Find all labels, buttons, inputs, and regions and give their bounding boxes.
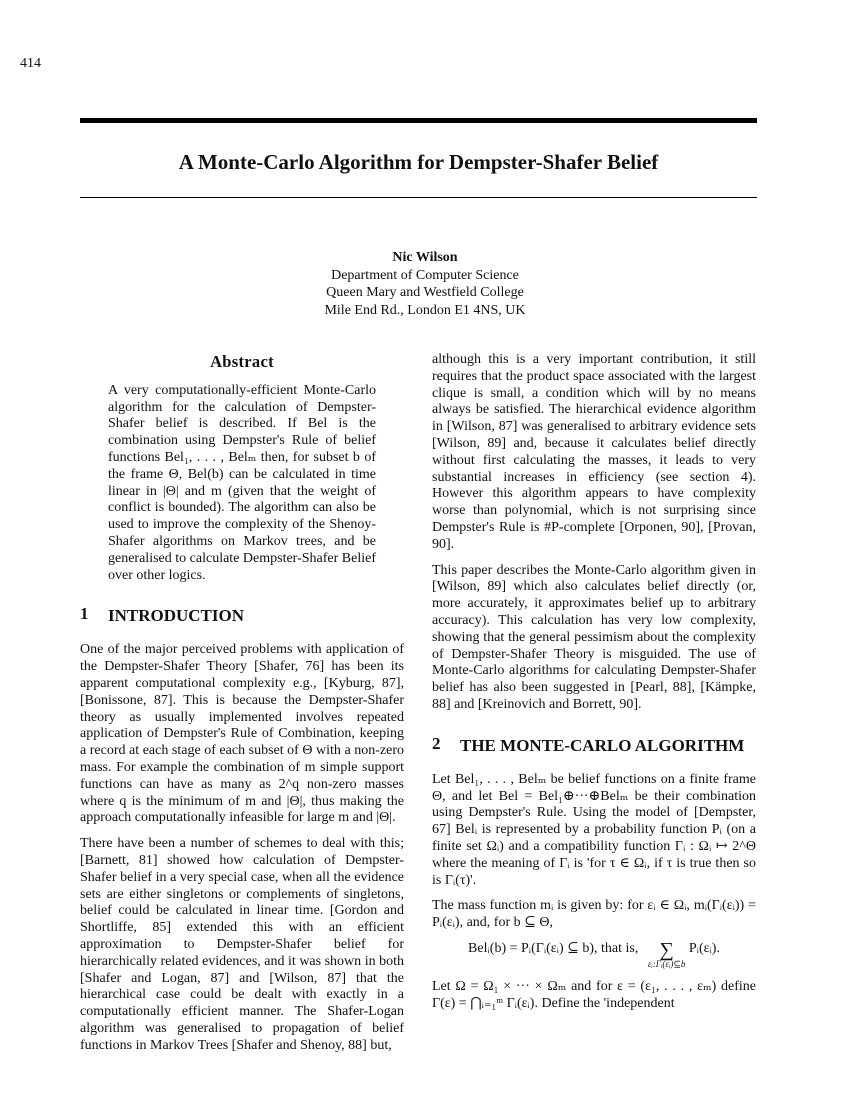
paragraph: One of the major perceived problems with application of the Dempster-Shafer Theory [Shafer, 76] has been its apparent computational complexity e.g., [Kyburg, 87], [Bonissone, 87]. This is because the Dempster-Shafer theory as usually implemented involves repeated application of Dempster's Rule of Combination, keeping a record at each stage of each subset of Θ with a non-zero mass. For example the combination of m simple support functions can have as many as 2^q non-zero masses where q is the minimum of m and |Θ|, thus making the approach computationally infeasible for large m and |Θ|.: [80, 642, 404, 826]
left-column: [80, 352, 404, 1063]
section-title: INTRODUCTION: [108, 606, 245, 626]
summation: [647, 938, 686, 969]
abstract-heading: Abstract: [210, 352, 274, 371]
equation-lhs: Belᵢ(b) = Pᵢ(Γᵢ(εᵢ) ⊆ b), that is,: [468, 940, 639, 956]
paragraph: although this is a very important contribution, it still requires that the product space associated with the largest clique is small, a condition which will by no means always be satisfied. The hierarchical evidence algorithm in [Wilson, 87] was generalised to arbitrary evidence sets [Wilson, 89] and, because it calculates belief directly without first calculating the masses, it leads to very substantial increases in efficiency (see section 4). However this algorithm appears to have complexity worse than polynomial, which is not surprising since Dempster's Rule is #P-complete [Orponen, 90], [Provan, 90].: [432, 352, 756, 552]
paper-title: A Monte-Carlo Algorithm for Dempster-Shafer Belief: [178, 150, 659, 174]
section-2-heading: [432, 733, 756, 756]
affiliation-line: Mile End Rd., London E1 4NS, UK: [324, 302, 526, 318]
right-column: [432, 352, 756, 1022]
affiliation-line: Queen Mary and Westfield College: [326, 285, 524, 300]
page-number: 414: [20, 56, 41, 71]
paragraph: Let Bel₁, . . . , Belₘ be belief functions on a finite frame Θ, and let Bel = Bel₁⊕···⊕Belₘ be their combination using Dempster's Rule. Using the model of [Dempster, 67] Belᵢ is represented by a probability function Pᵢ (on a finite set Ωᵢ) and a compatibility function Γᵢ : Ωᵢ ↦ 2^Θ where the meaning of Γᵢ is 'for τ ∈ Ωᵢ, if τ is true then so is Γᵢ(τ)'.: [432, 771, 756, 888]
equation-bel-i: [432, 938, 756, 969]
paragraph: There have been a number of schemes to deal with this; [Barnett, 81] showed how calculation of Dempster-Shafer belief in a very special case, when all the evidence sets are either singletons or complements of singletons, belief could be calculated in linear time. [Gordon and Shortliffe, 85] extended this with an efficient approximation to Dempster-Shafer belief for hierarchically related evidences, and it was shown in both [Shafer and Logan, 87] and [Wilson, 87] that the hierarchical case could be dealt with exactly in a computationally efficient manner. The Shafer-Logan algorithm was generalised to propagation of belief functions in Markov Trees [Shafer and Shenoy, 88] but,: [80, 836, 404, 1053]
section-1-heading: [80, 606, 404, 626]
sigma-symbol: ∑: [659, 938, 674, 961]
equation-term: Pᵢ(εᵢ).: [688, 940, 720, 956]
author-block: [200, 249, 650, 319]
author-name: Nic Wilson: [392, 250, 458, 265]
section-number: 1: [80, 604, 89, 624]
paragraph: Let Ω = Ω₁ × ··· × Ωₘ and for ε = (ε₁, . . . , εₘ) define Γ(ε) = ⋂ᵢ₌₁ᵐ Γᵢ(εᵢ). Define the 'independent: [432, 978, 756, 1011]
section-title: THE MONTE-CARLO ALGORITHM: [460, 735, 745, 755]
affiliation-line: Department of Computer Science: [331, 267, 519, 283]
top-rule: [80, 118, 757, 123]
paragraph: The mass function mᵢ is given by: for εᵢ ∈ Ωᵢ, mᵢ(Γᵢ(εᵢ)) = Pᵢ(εᵢ), and, for b ⊆ Θ,: [432, 898, 756, 931]
abstract-text: A very computationally-efficient Monte-Carlo algorithm for the calculation of Dempster-Shafer belief is described. If Bel is the combination using Dempster's Rule of belief functions Bel₁, . . . , Belₘ then, for subset b of the frame Θ, Bel(b) can be calculated in time linear in |Θ| and m (given that the weight of conflict is bounded). The algorithm can also be used to improve the complexity of the Shenoy-Shafer algorithms on Markov trees, and be generalised to calculate Dempster-Shafer Belief over other logics.: [108, 382, 376, 583]
summation-subscript: εᵢ:Γᵢ(εᵢ)⊆b: [647, 958, 686, 969]
section-number: 2: [432, 733, 441, 753]
title-bottom-rule: [80, 197, 757, 198]
paragraph: This paper describes the Monte-Carlo algorithm given in [Wilson, 89] which also calculates belief directly (or, more accurately, it approximates belief up to arbitrary accuracy). This calculation has very low complexity, showing that the general pessimism about the complexity of Dempster-Shafer Theory is misguided. The use of Monte-Carlo algorithms for calculating Dempster-Shafer belief has also been suggested in [Pearl, 88], [Kämpke, 88] and [Kreinovich and Borrett, 90].: [432, 562, 756, 712]
